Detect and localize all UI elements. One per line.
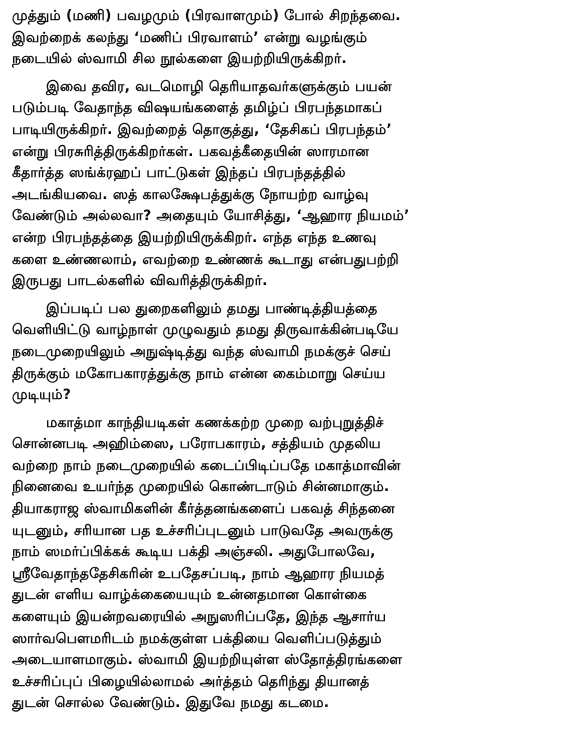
text-line: அடங்கியவை. ஸத் காலக்ஷேபத்துக்கு நோயற்ற வாழ்வு bbox=[12, 186, 369, 203]
text-line: நாம் ஸமர்ப்பிக்கக் கூடிய பக்தி அஞ்சலி. அதுபோலவே, bbox=[12, 544, 376, 561]
text-line: என்று பிரசுரித்திருக்கிறர்கள். பகவத்கீதையின் ஸாரமான bbox=[12, 143, 370, 160]
text-line: திருக்கும் மகோபகாரத்துக்கு நாம் என்ன கைம்மாறு செய்ய bbox=[12, 365, 386, 382]
text-line: இவை தவிர, வடமொழி தெரியாதவர்களுக்கும் பயன் bbox=[46, 78, 392, 95]
paragraph-4 bbox=[12, 413, 564, 715]
text-line: அடையாளமாகும். ஸ்வாமி இயற்றியுள்ள ஸ்தோத்திரங்களை bbox=[12, 652, 403, 669]
text-line: யுடனும், சரியான பத உச்சரிப்புடனும் பாடுவதே அவருக்கு bbox=[12, 522, 394, 539]
text-line: கீதார்த்த ஸங்க்ரஹப் பாட்டுகள் இந்தப் பிரபந்தத்தில் bbox=[12, 165, 346, 182]
text-line: இருபது பாடல்களில் விவரித்திருக்கிறர். bbox=[12, 273, 268, 290]
text-line: களையும் இயன்றவரையில் அநுஸரிப்பதே, இந்த ஆசார்ய bbox=[12, 609, 387, 626]
paragraph-1 bbox=[12, 6, 564, 71]
text-line: துடன் சொல்ல வேண்டும். இதுவே நமது கடமை. bbox=[12, 695, 330, 712]
text-line: நினைவை உயர்ந்த முறையில் கொண்டாடும் சின்னமாகும். bbox=[12, 479, 390, 496]
text-line: நடைமுறையிலும் அநுஷ்டித்து வந்த ஸ்வாமி நமக்குச் செய் bbox=[12, 343, 392, 360]
text-line: இப்படிப் பல துறைகளிலும் தமது பாண்டித்தியத்தை bbox=[46, 300, 378, 317]
text-line: சொன்னபடி அஹிம்ஸை, பரோபகாரம், சத்தியம் முதலிய bbox=[12, 436, 381, 453]
text-line: வெளியிட்டு வாழ்நாள் முழுவதும் தமது திருவாக்கின்படியே bbox=[12, 322, 399, 339]
text-line: மகாத்மா காந்தியடிகள் கணக்கற்ற முறை வற்புறுத்திச் bbox=[46, 414, 384, 431]
text-line: பாடியிருக்கிறர். இவற்றைத் தொகுத்து, ‘தேசிகப் பிரபந்தம்’ bbox=[12, 121, 392, 138]
text-line: முத்தும் (மணி) பவழமும் (பிரவாளமும்) போல் சிறந்தவை. bbox=[12, 8, 401, 24]
text-line: ஸார்வபௌமரிடம் நமக்குள்ள பக்தியை வெளிப்படுத்தும் bbox=[12, 630, 382, 647]
text-line: உச்சரிப்புப் பிழையில்லாமல் அர்த்தம் தெரிந்து தியானத் bbox=[12, 673, 370, 690]
text-line: படும்படி வேதாந்த விஷயங்களைத் தமிழ்ப் பிரபந்தமாகப் bbox=[12, 100, 383, 117]
text-line: வற்றை நாம் நடைமுறையில் கடைப்பிடிப்பதே மகாத்மாவின் bbox=[12, 457, 401, 474]
text-line: தியாகராஜ ஸ்வாமிகளின் கீர்த்தனங்களைப் பகவத் சிந்தனை bbox=[12, 501, 395, 518]
text-line: முடியும்? bbox=[12, 387, 72, 404]
paragraph-3 bbox=[12, 299, 564, 407]
text-line: என்ற பிரபந்தத்தை இயற்றியிருக்கிறர். எந்த எந்த உணவு bbox=[12, 229, 377, 246]
text-line: வேண்டும் அல்லவா? அதையும் யோசித்து, ‘ஆஹார நியமம்’ bbox=[12, 208, 410, 225]
text-line: இவற்றைக் கலந்து ‘மணிப் பிரவாளம்’ என்று வழங்கும் bbox=[12, 29, 368, 46]
text-line: நடையில் ஸ்வாமி சில நூல்களை இயற்றியிருக்கிறர். bbox=[12, 51, 347, 68]
text-line: ஸ்ரீவேதாந்ததேசிகரின் உபதேசப்படி, நாம் ஆஹார நியமத் bbox=[12, 565, 385, 582]
paragraph-2 bbox=[12, 77, 564, 293]
text-line: களை உண்ணலாம், எவற்றை உண்ணக் கூடாது என்பதுபற்றி bbox=[12, 251, 399, 268]
text-line: துடன் எளிய வாழ்க்கையையும் உன்னதமான கொள்கை bbox=[12, 587, 367, 604]
